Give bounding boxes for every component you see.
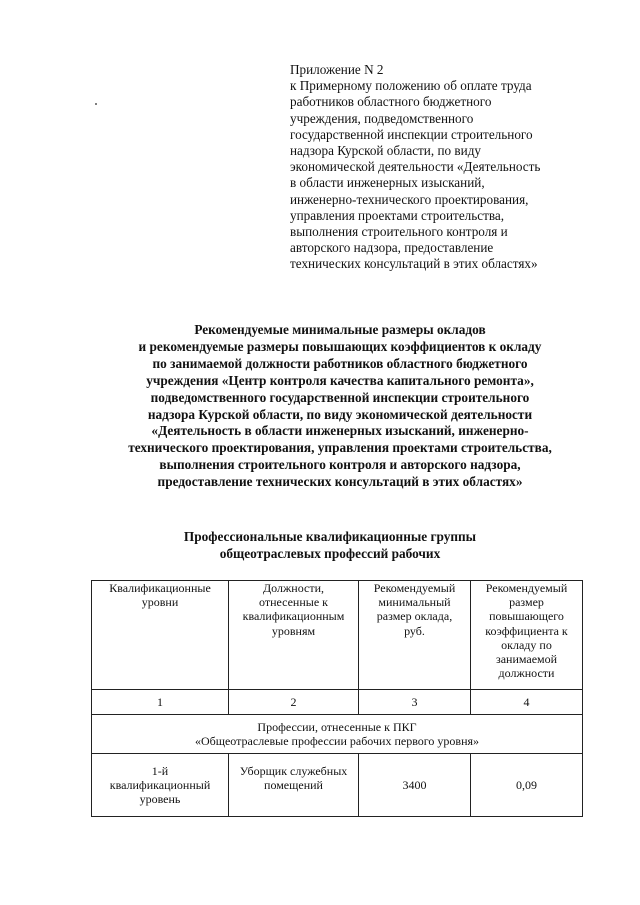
header-text: квалификационным bbox=[242, 609, 345, 624]
header-qualification-levels bbox=[92, 581, 229, 690]
level-text: квалификационный bbox=[109, 777, 211, 792]
appendix-line: авторского надзора, предоставление bbox=[290, 240, 494, 256]
header-text: руб. bbox=[404, 623, 425, 638]
appendix-line: государственной инспекции строительного bbox=[290, 126, 533, 142]
header-text: Квалификационные bbox=[109, 581, 211, 595]
column-number: 3 bbox=[359, 690, 471, 715]
group-heading-line: Профессии, отнесенные к ПКГ bbox=[257, 719, 417, 734]
appendix-note bbox=[290, 62, 590, 273]
table-row bbox=[92, 754, 583, 817]
appendix-line: экономической деятельности «Деятельность bbox=[290, 159, 541, 175]
header-text: уровням bbox=[271, 623, 316, 638]
appendix-line: Приложение N 2 bbox=[290, 62, 384, 77]
title-line: по занимаемой должности работников областного бюджетного bbox=[152, 355, 528, 371]
appendix-line: инженерно-технического проектирования, bbox=[290, 191, 529, 207]
header-text: размер bbox=[509, 595, 544, 610]
header-text: размер оклада, bbox=[376, 609, 453, 624]
group-heading bbox=[92, 715, 583, 754]
title-line: выполнения строительного контроля и авторского надзора, bbox=[159, 457, 521, 473]
title-line: подведомственного государственной инспекции строительного bbox=[150, 389, 530, 405]
header-text: Рекомендуемый bbox=[373, 581, 456, 595]
column-number: 1 bbox=[92, 690, 229, 715]
document-title bbox=[90, 322, 590, 491]
level-text: 1-й bbox=[151, 763, 169, 778]
title-line: «Деятельность в области инженерных изысканий, инженерно- bbox=[151, 423, 529, 439]
appendix-line: технических консультаций в этих областях» bbox=[290, 256, 538, 272]
appendix-line: учреждения, подведомственного bbox=[290, 110, 474, 126]
group-row bbox=[92, 715, 583, 754]
header-coefficient bbox=[471, 581, 583, 690]
header-text: занимаемой bbox=[495, 652, 558, 667]
scan-speck bbox=[95, 103, 97, 105]
salary-table bbox=[91, 580, 583, 817]
header-text: Рекомендуемый bbox=[485, 581, 568, 595]
appendix-line: управления проектами строительства, bbox=[290, 207, 505, 223]
appendix-line: выполнения строительного контроля и bbox=[290, 224, 508, 240]
title-line: предоставление технических консультаций в этих областях» bbox=[157, 474, 523, 490]
title-line: надзора Курской области, по виду экономической деятельности bbox=[147, 406, 533, 422]
header-text: минимальный bbox=[378, 595, 451, 610]
header-min-salary bbox=[359, 581, 471, 690]
position-text: помещений bbox=[264, 778, 323, 793]
header-positions bbox=[229, 581, 359, 690]
title-line: Рекомендуемые минимальные размеры окладов bbox=[194, 322, 486, 337]
subtitle-line: Профессиональные квалификационные группы bbox=[183, 529, 477, 544]
header-text: повышающего bbox=[489, 609, 564, 624]
column-number: 4 bbox=[471, 690, 583, 715]
qualification-level-cell bbox=[92, 754, 229, 817]
coefficient-cell: 0,09 bbox=[471, 754, 583, 817]
header-text: Должности, bbox=[262, 581, 325, 595]
appendix-line: к Примерному положению об оплате труда bbox=[290, 78, 532, 94]
column-number: 2 bbox=[229, 690, 359, 715]
appendix-line: в области инженерных изысканий, bbox=[290, 175, 485, 191]
title-line: технического проектирования, управления проектами строительства, bbox=[128, 440, 552, 456]
subtitle-line: общеотраслевых профессий рабочих bbox=[219, 545, 441, 561]
header-text: уровни bbox=[141, 595, 179, 610]
level-text: уровень bbox=[139, 792, 181, 807]
column-number-row bbox=[92, 690, 583, 715]
group-heading-line: «Общеотраслевые профессии рабочих первого уровня» bbox=[194, 734, 480, 748]
position-cell bbox=[229, 754, 359, 817]
header-text: коэффициента к bbox=[485, 623, 568, 638]
section-subtitle bbox=[160, 529, 500, 563]
title-line: учреждения «Центр контроля качества капитального ремонта», bbox=[146, 372, 534, 388]
salary-cell: 3400 bbox=[359, 754, 471, 817]
header-text: окладу по bbox=[501, 637, 552, 652]
header-text: должности bbox=[498, 666, 555, 681]
appendix-line: работников областного бюджетного bbox=[290, 94, 492, 110]
appendix-line: надзора Курской области, по виду bbox=[290, 143, 481, 159]
title-line: и рекомендуемые размеры повышающих коэффициентов к окладу bbox=[138, 338, 542, 354]
position-text: Уборщик служебных bbox=[239, 764, 348, 778]
header-text: отнесенные к bbox=[259, 595, 328, 610]
table-header-row bbox=[92, 581, 583, 690]
